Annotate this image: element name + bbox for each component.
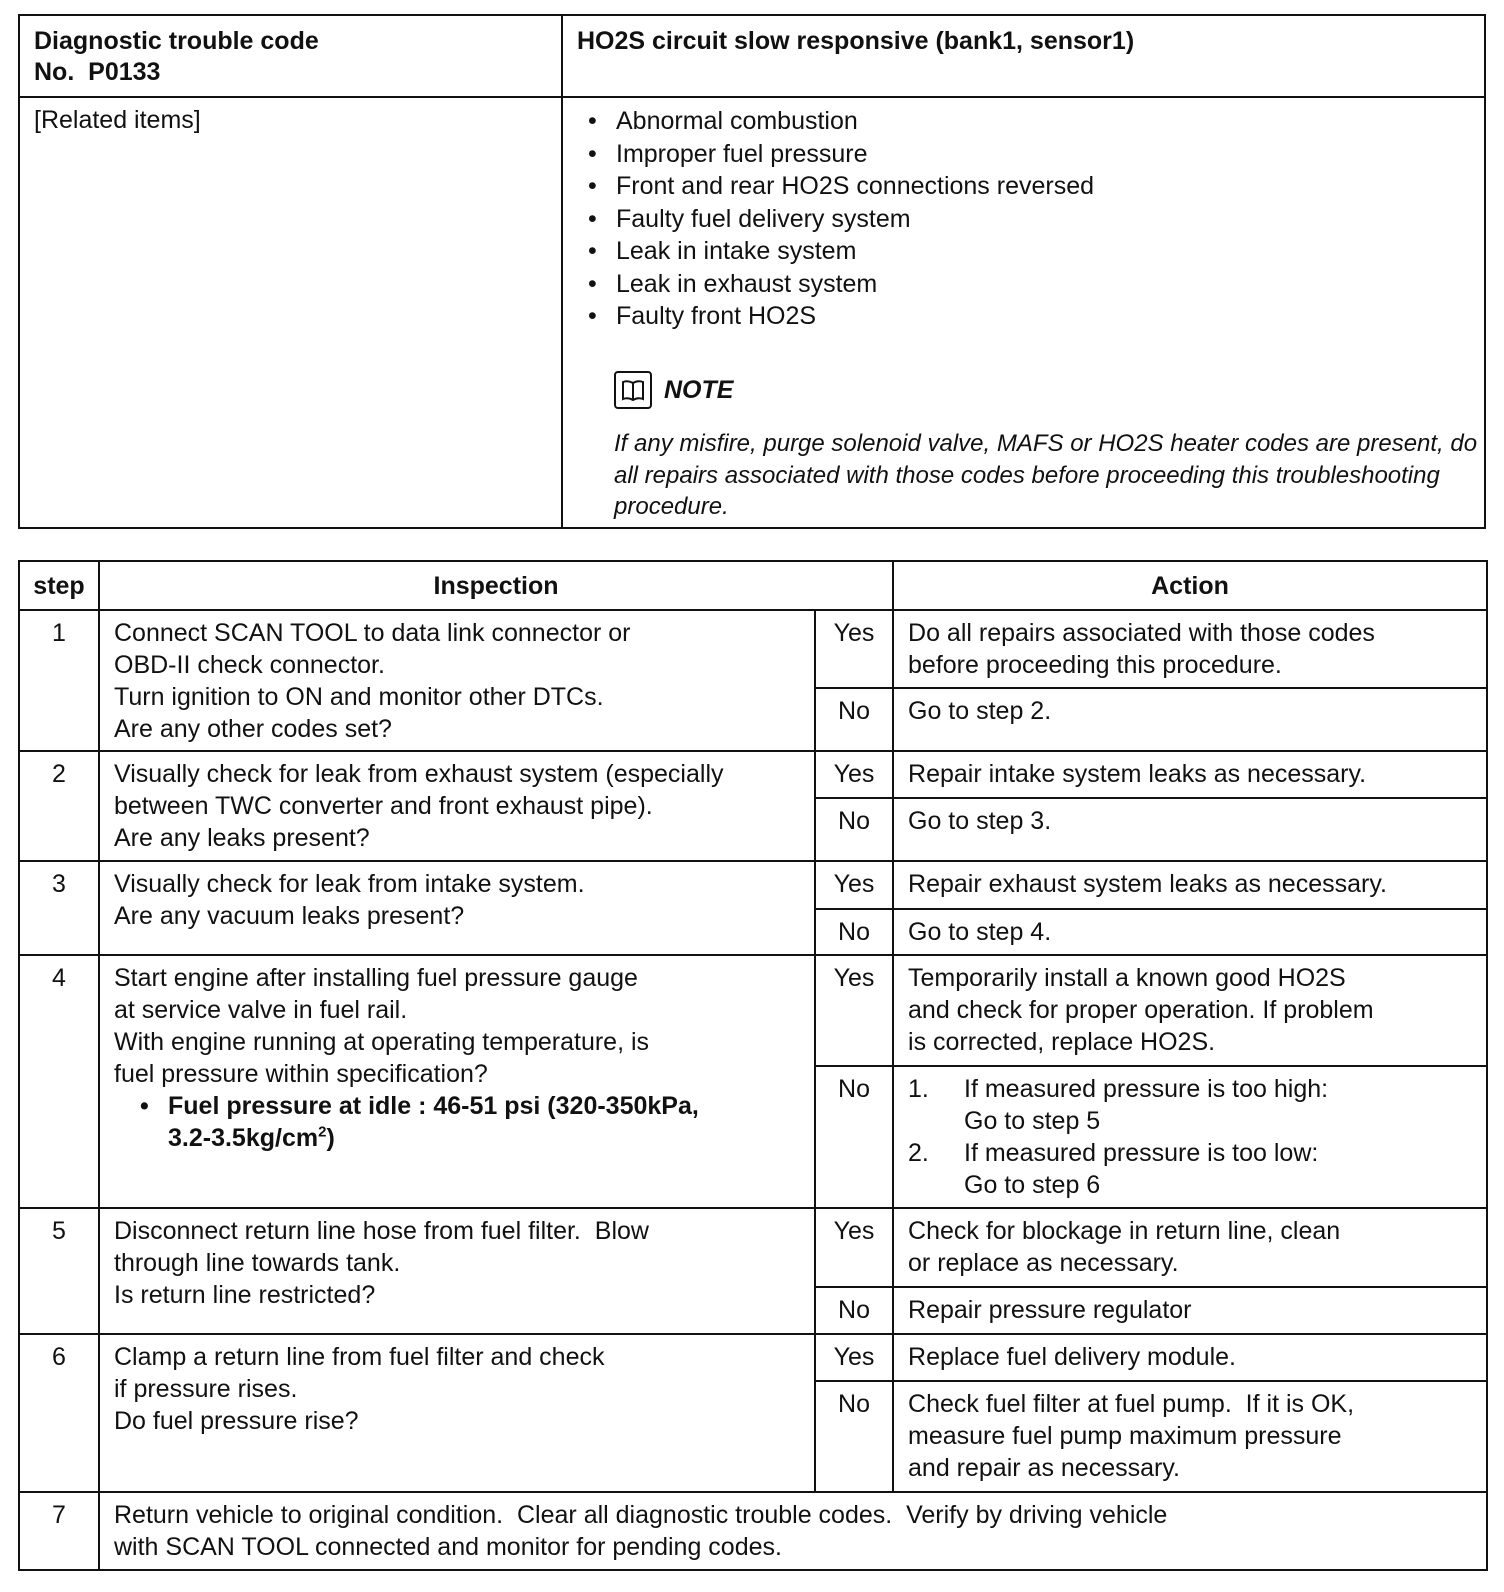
yes-label: Yes (815, 751, 893, 798)
yes-label: Yes (815, 1334, 893, 1381)
table-row (19, 1208, 1487, 1287)
no-label: No (815, 798, 893, 861)
spec-line: • Fuel pressure at idle : 46-51 psi (320-350kPa, (140, 1092, 699, 1120)
list-item: • Leak in exhaust system (588, 269, 878, 298)
inspection-cell (99, 955, 815, 1208)
no-label: No (815, 909, 893, 955)
list-item: • Abnormal combustion (588, 107, 858, 135)
table-row (19, 1492, 1487, 1570)
step-number: 7 (19, 1492, 99, 1570)
column-header-inspection: Inspection (99, 561, 893, 610)
yes-action: Temporarily install a known good HO2S and check for proper operation. If problem is corrected, replace HO2S. (893, 955, 1487, 1066)
dtc-code-number: No. P0133 (34, 58, 161, 86)
no-action: Go to step 2. (893, 688, 1487, 751)
table-row (19, 955, 1487, 1066)
spec-text: Fuel pressure at idle : 46-51 psi (320-350kPa, (168, 1092, 699, 1120)
no-label: No (815, 1066, 893, 1208)
no-label: No (815, 1381, 893, 1492)
yes-label: Yes (815, 1208, 893, 1287)
inspection-text: Start engine after installing fuel pressure gauge at service valve in fuel rail. With engine running at operating temperature, is fuel pressure within specification? (114, 964, 650, 1088)
related-items-label: [Related items] (34, 106, 201, 134)
related-items-list (588, 105, 1094, 333)
inspection-text: Visually check for leak from exhaust system (especially between TWC converter and front exhaust pipe). Are any leaks present? (99, 751, 815, 861)
list-item: 2. If measured pressure is too low: Go to step 6 (908, 1139, 1319, 1199)
yes-action: Repair intake system leaks as necessary. (893, 751, 1487, 798)
no-action: Check fuel filter at fuel pump. If it is OK, measure fuel pump maximum pressure and repair as necessary. (893, 1381, 1487, 1492)
step-number: 6 (19, 1334, 99, 1492)
list-item: • Front and rear HO2S connections reversed (588, 172, 1095, 200)
info-column-divider (561, 16, 563, 527)
yes-action: Do all repairs associated with those codes before proceeding this procedure. (893, 610, 1487, 688)
inspection-text: Visually check for leak from intake system. Are any vacuum leaks present? (99, 861, 815, 955)
no-label: No (815, 1287, 893, 1334)
inspection-text: Clamp a return line from fuel filter and check if pressure rises. Do fuel pressure rise? (99, 1334, 815, 1492)
list-item: • Faulty front HO2S (588, 302, 817, 330)
note-title: NOTE (664, 375, 734, 404)
column-header-action: Action (893, 561, 1487, 610)
final-step-text: Return vehicle to original condition. Clear all diagnostic trouble codes. Verify by driving vehicle with SCAN TOOL connected and monitor for pending codes. (99, 1492, 1487, 1570)
inspection-text: Connect SCAN TOOL to data link connector or OBD-II check connector. Turn ignition to ON and monitor other DTCs. Are any other codes set? (99, 610, 815, 751)
list-item: • Leak in intake system (588, 237, 857, 265)
info-row-divider (20, 96, 1484, 98)
yes-action: Repair exhaust system leaks as necessary. (893, 861, 1487, 909)
column-header-step: step (19, 561, 99, 610)
step-number: 3 (19, 861, 99, 955)
inspection-text: Disconnect return line hose from fuel filter. Blow through line towards tank. Is return line restricted? (99, 1208, 815, 1334)
table-row (19, 1334, 1487, 1381)
yes-action: Check for blockage in return line, clean or replace as necessary. (893, 1208, 1487, 1287)
yes-action: Replace fuel delivery module. (893, 1334, 1487, 1381)
procedure-table (18, 560, 1488, 1571)
list-item: • Improper fuel pressure (588, 139, 868, 168)
step-number: 5 (19, 1208, 99, 1334)
table-row (19, 751, 1487, 798)
table-row (19, 610, 1487, 688)
dtc-code-label (34, 26, 319, 88)
list-item: 1. If measured pressure is too high: Go to step 5 (908, 1075, 1329, 1135)
step-number: 2 (19, 751, 99, 861)
yes-label: Yes (815, 861, 893, 909)
no-action (893, 1066, 1487, 1208)
dtc-title: HO2S circuit slow responsive (bank1, sensor1) (577, 27, 1135, 55)
note-block (614, 368, 1484, 523)
dtc-label-line1: Diagnostic trouble code (34, 27, 319, 55)
step-number: 4 (19, 955, 99, 1208)
no-action: Go to step 4. (893, 909, 1487, 955)
dtc-info-table (18, 14, 1486, 529)
table-header-row (19, 561, 1487, 610)
yes-label: Yes (815, 955, 893, 1066)
no-label: No (815, 688, 893, 751)
note-text: If any misfire, purge solenoid valve, MAFS or HO2S heater codes are present, do all repairs associated with those codes before proceeding this troubleshooting procedure. (614, 430, 1478, 520)
yes-label: Yes (815, 610, 893, 688)
list-item: • Faulty fuel delivery system (588, 204, 911, 233)
no-action: Repair pressure regulator (893, 1287, 1487, 1334)
book-icon (614, 371, 652, 409)
no-action: Go to step 3. (893, 798, 1487, 861)
step-number: 1 (19, 610, 99, 751)
table-row (19, 861, 1487, 909)
spec-line-continued: $3.2-3.5kg/cm^2$) (168, 1123, 335, 1152)
